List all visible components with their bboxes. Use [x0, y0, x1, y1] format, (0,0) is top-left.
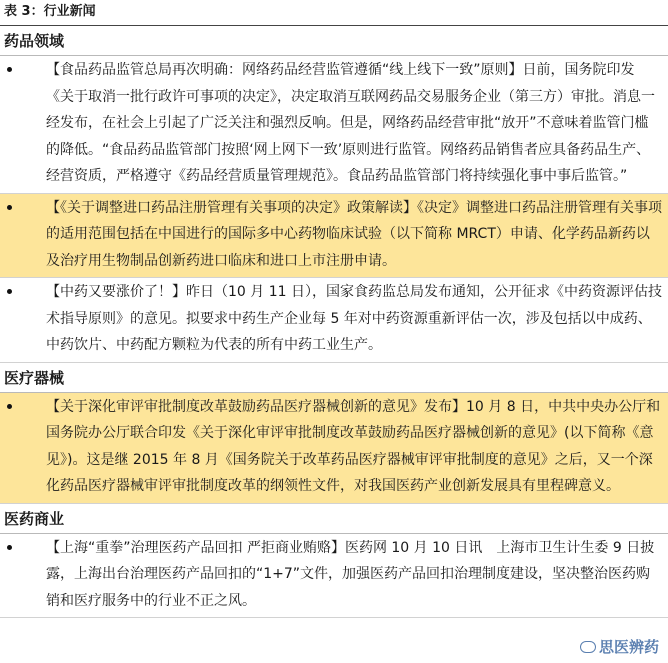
news-text: 【《关于调整进口药品注册管理有关事项的决定》政策解读】《决定》调整进口药品注册管理有关事项的适用范围包括在中国进行的国际多中心药物临床试验（以下简称 MRCT）申请、化学药品新药以及治疗用生物制品创新药进口临床和进口上市注册申请。	[46, 199, 662, 269]
news-item	[0, 278, 668, 363]
watermark-text: 思医辨药	[598, 638, 659, 656]
section-title-devices: 医疗器械	[0, 363, 668, 393]
section-title-commerce: 医药商业	[0, 504, 668, 534]
news-item	[0, 56, 668, 194]
bullet-icon	[7, 205, 12, 210]
table-title: 表 3：行业新闻	[0, 0, 668, 26]
news-item-highlighted	[0, 194, 668, 279]
bullet-icon	[7, 404, 12, 409]
news-text: 【关于深化审评审批制度改革鼓励药品医疗器械创新的意见》发布】10 月 8 日，中共中央办公厅和国务院办公厅联合印发《关于深化审评审批制度改革鼓励药品医疗器械创新的意见》(以下简称《意见》)。这是继 2015 年 8 月《国务院关于改革药品医疗器械审评审批制度的意见》之后，又一个深化药品医疗器械审评审批制度改革的纲领性文件，对我国医药产业创新发展具有里程碑意义。	[46, 398, 661, 494]
bullet-icon	[7, 545, 12, 550]
news-text: 【上海“重拳”治理医药产品回扣 严拒商业贿赂】医药网 10 月 10 日讯 上海市卫生计生委 9 日披露，上海出台治理医药产品回扣的“1+7”文件，加强医药产品回扣治理制度建设，坚决整治医药购销和医疗服务中的行业不正之风。	[46, 539, 655, 609]
chat-bubble-icon	[580, 641, 596, 653]
news-text: 【中药又要涨价了！】昨日（10 月 11 日），国家食药监总局发布通知，公开征求《中药资源评估技术指导原则》的意见。拟要求中药生产企业每 5 年对中药资源重新评估一次，涉及包括以中成药、中药饮片、中药配方颗粒为代表的所有中药工业生产。	[46, 284, 662, 353]
bullet-icon	[7, 67, 12, 72]
bullet-icon	[7, 289, 12, 294]
news-text: 【食品药品监管总局再次明确：网络药品经营监管遵循“线上线下一致”原则】日前，国务院印发《关于取消一批行政许可事项的决定》，决定取消互联网药品交易服务企业（第三方）审批。消息一经发布，在社会上引起了广泛关注和强烈反响。但是，网络药品经营审批“放开”不意味着监管门槛的降低。“食品药品监管部门按照‘网上网下一致’原则进行监管。网络药品销售者应具备药品生产、经营资质，严格遵守《药品经营质量管理规范》。食品药品监管部门将持续强化事中事后监管。”	[46, 62, 655, 184]
news-item	[0, 534, 668, 619]
news-item-highlighted	[0, 393, 668, 504]
watermark	[577, 636, 662, 657]
section-title-drugs: 药品领域	[0, 26, 668, 56]
